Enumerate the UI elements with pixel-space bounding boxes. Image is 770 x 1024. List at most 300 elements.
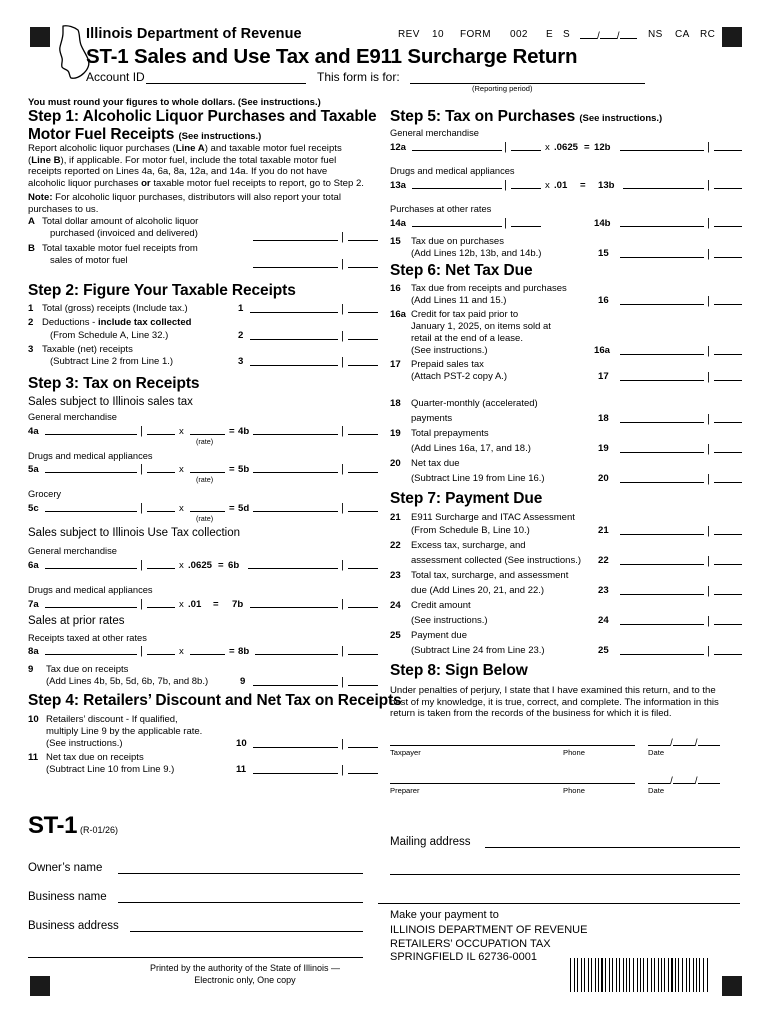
- line-6b-dollars-input[interactable]: [248, 568, 338, 569]
- mailing-address-input-line2[interactable]: [390, 874, 740, 875]
- line-12b-cents-input[interactable]: [714, 150, 742, 151]
- step3-sales-tax-subheading: Sales subject to Illinois sales tax: [28, 396, 193, 408]
- line-9-dollars-input[interactable]: [253, 685, 338, 686]
- date-fill-field[interactable]: / /: [580, 29, 637, 42]
- line-22-cents-input[interactable]: [714, 564, 742, 565]
- line-25-separator: |: [707, 645, 710, 657]
- line-25-dollars-input[interactable]: [620, 654, 704, 655]
- line-6a-cents-input[interactable]: [147, 568, 175, 569]
- line-21-separator: |: [707, 525, 710, 537]
- line-5-multiply-operator: x: [179, 464, 184, 475]
- step1-note: [28, 192, 380, 215]
- line-2-text-1: [42, 317, 191, 328]
- line-5d-number: 5d: [238, 503, 250, 514]
- line-5d-cents-input[interactable]: [348, 511, 378, 512]
- line-6-rate-value: .0625: [188, 560, 213, 571]
- line-18-number: 18: [390, 398, 401, 409]
- line-15-dollars-input[interactable]: [620, 257, 704, 258]
- s1-p2b: Line B: [31, 154, 61, 166]
- line-9-amt-label: 9: [240, 676, 246, 687]
- line-8b-cents-input[interactable]: [348, 654, 378, 655]
- s1-p4a: alcoholic liquor purchases: [28, 177, 142, 189]
- line-3-amt-label: 3: [238, 356, 244, 367]
- line-7b-dollars-input[interactable]: [250, 607, 338, 608]
- line-19-separator: |: [707, 443, 710, 455]
- line-B-dollars-input[interactable]: [253, 267, 338, 268]
- line-12a-dollars-input[interactable]: [412, 150, 502, 151]
- line-16a-text-4: (See instructions.): [411, 345, 488, 356]
- line-12-multiply-operator: x: [545, 142, 550, 153]
- rev-value: 10: [432, 29, 444, 40]
- line-11-dollars-input[interactable]: [253, 773, 338, 774]
- line-4b-number: 4b: [238, 426, 250, 437]
- mailing-address-input-line3[interactable]: [378, 903, 740, 904]
- line-13a-dollars-input[interactable]: [412, 188, 502, 189]
- line-16-text-2: (Add Lines 11 and 15.): [411, 295, 507, 306]
- line-20-separator: |: [707, 473, 710, 485]
- taxpayer-phone-caption: Phone: [563, 748, 585, 757]
- line-18-text-2: payments: [411, 413, 453, 424]
- business-address-input[interactable]: [130, 931, 363, 932]
- line-21-text-2: (From Schedule B, Line 10.): [411, 525, 530, 536]
- taxpayer-date-input[interactable]: / /: [648, 735, 720, 749]
- line-B-cents-input[interactable]: [348, 267, 378, 268]
- business-name-input[interactable]: [118, 902, 363, 903]
- line-1-number: 1: [28, 303, 34, 314]
- line-B-separator: |: [341, 258, 344, 270]
- line-16-number: 16: [390, 283, 401, 294]
- step1-heading: [28, 108, 378, 144]
- line-11-text-1: Net tax due on receipts: [46, 752, 144, 763]
- line-12b-number: 12b: [594, 142, 611, 153]
- line-16-cents-input[interactable]: [714, 304, 742, 305]
- line-16-separator: |: [707, 295, 710, 307]
- step6-heading: Step 6: Net Tax Due: [390, 262, 533, 279]
- line-5c-equals-operator: =: [229, 503, 235, 514]
- line-14a-cents-input[interactable]: [511, 226, 541, 227]
- line-13-equals-operator: =: [580, 180, 586, 191]
- form-title: ST-1 Sales and Use Tax and E911 Surcharge Return: [86, 45, 578, 68]
- line-17-cents-input[interactable]: [714, 380, 742, 381]
- line-10-dollars-input[interactable]: [253, 747, 338, 748]
- line-23-separator: |: [707, 585, 710, 597]
- line-22-number: 22: [390, 540, 401, 551]
- line-7a-separator: |: [140, 598, 143, 610]
- step5-general-merchandise-label: General merchandise: [390, 128, 479, 138]
- line-16a-amt-label: 16a: [594, 345, 611, 356]
- line-5c-multiply-operator: x: [179, 503, 184, 514]
- rev-label: REV: [398, 29, 420, 40]
- line-A-cents-input[interactable]: [348, 240, 378, 241]
- line-5-equals-operator: =: [229, 464, 235, 475]
- line-17-text-1: Prepaid sales tax: [411, 359, 484, 370]
- form-is-for-label: This form is for:: [317, 70, 400, 84]
- step1-heading-note: (See instructions.): [178, 131, 262, 142]
- business-address-label: Business address: [28, 920, 119, 932]
- line-13b-dollars-input[interactable]: [623, 188, 704, 189]
- line-18-separator: |: [707, 413, 710, 425]
- line-21-cents-input[interactable]: [714, 534, 742, 535]
- step3-grocery-label: Grocery: [28, 489, 62, 499]
- line-4-rate-caption: (rate): [196, 437, 214, 446]
- line-7b-number: 7b: [232, 599, 244, 610]
- line-3-text-1: Taxable (net) receipts: [42, 344, 133, 355]
- registration-mark-top-left: [30, 27, 50, 47]
- taxpayer-date-caption: Date: [648, 748, 665, 757]
- line-4a-number: 4a: [28, 426, 39, 437]
- line-10-text-1: Retailers’ discount - If qualified,: [46, 714, 178, 725]
- line-21-number: 21: [390, 512, 401, 523]
- business-name-label: Business name: [28, 891, 107, 903]
- line-4-rate-input[interactable]: [190, 434, 225, 435]
- line-25-text-2: (Subtract Line 24 from Line 23.): [411, 645, 545, 656]
- line-13a-cents-input[interactable]: [511, 188, 541, 189]
- payee-address: [390, 924, 587, 965]
- business-address-input-line2[interactable]: [28, 957, 363, 958]
- line-15-cents-input[interactable]: [714, 257, 742, 258]
- line-13b-separator: |: [707, 179, 710, 191]
- e-checkbox-label[interactable]: E: [546, 29, 554, 40]
- line-10-cents-input[interactable]: [348, 747, 378, 748]
- line-21-dollars-input[interactable]: [620, 534, 704, 535]
- line-2-text-2: (From Schedule A, Line 32.): [50, 330, 169, 341]
- line-22-amt-label: 22: [598, 555, 609, 566]
- line-5c-cents-input[interactable]: [147, 511, 175, 512]
- line-11-number: 11: [28, 752, 39, 763]
- payee-line-1: ILLINOIS DEPARTMENT OF REVENUE: [390, 924, 588, 936]
- form-number: 002: [510, 29, 528, 40]
- form-revision: (R-01/26): [80, 825, 119, 835]
- step3-prior-rates-subheading: Sales at prior rates: [28, 615, 125, 627]
- line-19-amt-label: 19: [598, 443, 609, 454]
- step5-other-rates-label: Purchases at other rates: [390, 204, 492, 214]
- line-23-text-1: Total tax, surcharge, and assessment: [411, 570, 569, 581]
- preparer-signature-input[interactable]: [390, 783, 635, 784]
- line-8a-cents-input[interactable]: [147, 654, 175, 655]
- line-15-text-2: (Add Lines 12b, 13b, and 14b.): [411, 248, 542, 259]
- line-3-cents-input[interactable]: [348, 365, 378, 366]
- s1-p1b: Line A: [175, 143, 205, 154]
- line-25-cents-input[interactable]: [714, 654, 742, 655]
- line-A-separator: |: [341, 231, 344, 243]
- line-5b-number: 5b: [238, 464, 250, 475]
- step3-drugs-2-label: Drugs and medical appliances: [28, 585, 153, 595]
- line-20-text-1: Net tax due: [411, 458, 460, 469]
- line-11-separator: |: [341, 764, 344, 776]
- s1-p1a: Report alcoholic liquor purchases (: [28, 143, 176, 154]
- line-10-text-3: (See instructions.): [46, 738, 123, 749]
- line-12a-cents-input[interactable]: [511, 150, 541, 151]
- line-7a-dollars-input[interactable]: [45, 607, 137, 608]
- line-16a-text-3: retail at the end of a lease.: [411, 333, 523, 344]
- line-3-text-2: (Subtract Line 2 from Line 1.): [50, 356, 174, 367]
- line-23-cents-input[interactable]: [714, 594, 742, 595]
- line-23-text-2: due (Add Lines 20, 21, and 22.): [411, 585, 545, 596]
- step4-heading: Step 4: Retailers’ Discount and Net Tax on Receipts: [28, 692, 402, 709]
- line-1-dollars-input[interactable]: [250, 312, 338, 313]
- line-21-amt-label: 21: [598, 525, 609, 536]
- line-19-dollars-input[interactable]: [620, 452, 704, 453]
- line-9-number: 9: [28, 664, 34, 675]
- owner-name-input[interactable]: [118, 873, 363, 874]
- line-2-text-1a: Deductions -: [42, 317, 98, 328]
- line-2-separator: |: [341, 330, 344, 342]
- line-5b-dollars-input[interactable]: [253, 472, 338, 473]
- line-5d-dollars-input[interactable]: [253, 511, 338, 512]
- line-13-rate-value: .01: [554, 180, 568, 191]
- s1-p2a: (: [28, 154, 32, 166]
- payee-line-3: SPRINGFIELD IL 62736-0001: [390, 951, 537, 963]
- line-17-text-2: (Attach PST-2 copy A.): [411, 371, 508, 382]
- rc-label[interactable]: RC: [700, 29, 716, 40]
- line-8-multiply-operator: x: [179, 646, 184, 657]
- line-22-separator: |: [707, 555, 710, 567]
- line-21-text-1: E911 Surcharge and ITAC Assessment: [411, 512, 575, 523]
- line-5a-number: 5a: [28, 464, 39, 475]
- line-22-text-1: Excess tax, surcharge, and: [411, 540, 526, 551]
- line-1-cents-input[interactable]: [348, 312, 378, 313]
- line-16a-number: 16a: [390, 309, 407, 320]
- step2-heading: Step 2: Figure Your Taxable Receipts: [28, 282, 296, 299]
- ns-label[interactable]: NS: [648, 29, 663, 40]
- line-6a-dollars-input[interactable]: [45, 568, 137, 569]
- line-8-rate-input[interactable]: [190, 654, 225, 655]
- line-19-cents-input[interactable]: [714, 452, 742, 453]
- line-22-dollars-input[interactable]: [620, 564, 704, 565]
- reporting-period-caption: (Reporting period): [472, 84, 533, 93]
- line-2-dollars-input[interactable]: [250, 339, 338, 340]
- step5-heading-note: (See instructions.): [579, 113, 663, 124]
- step5-heading-text: Step 5: Tax on Purchases: [390, 108, 576, 125]
- s1-note-text2: purchases to us.: [28, 203, 99, 215]
- agency-name: Illinois Department of Revenue: [86, 26, 302, 42]
- line-12b-separator: |: [707, 141, 710, 153]
- line-14b-cents-input[interactable]: [714, 226, 742, 227]
- line-2-number: 2: [28, 317, 34, 328]
- registration-mark-bottom-right: [722, 976, 742, 996]
- line-22-text-2: assessment collected (See instructions.): [411, 555, 582, 566]
- line-6-multiply-operator: x: [179, 560, 184, 571]
- line-24-text-1: Credit amount: [411, 600, 471, 611]
- form-label: FORM: [460, 29, 492, 40]
- line-B-text-2: sales of motor fuel: [50, 255, 128, 266]
- preparer-date-caption: Date: [648, 786, 665, 795]
- line-24-cents-input[interactable]: [714, 624, 742, 625]
- line-12b-dollars-input[interactable]: [620, 150, 704, 151]
- ca-label[interactable]: CA: [675, 29, 690, 40]
- line-18-cents-input[interactable]: [714, 422, 742, 423]
- line-18-dollars-input[interactable]: [620, 422, 704, 423]
- rounding-note: You must round your figures to whole dollars. (See instructions.): [28, 97, 321, 108]
- line-6a-separator: |: [140, 559, 143, 571]
- line-5a-dollars-input[interactable]: [45, 472, 137, 473]
- s1-p4c: taxable motor fuel receipts to report, go to Step 2.: [150, 177, 364, 189]
- s1-note-text: For alcoholic liquor purchases, distributors will also report your total: [52, 192, 341, 203]
- form-barcode: [570, 958, 710, 992]
- line-17-amt-label: 17: [598, 371, 609, 382]
- preparer-date-input[interactable]: / /: [648, 773, 720, 787]
- line-16a-text-2: January 1, 2025, on items sold at: [411, 321, 551, 332]
- line-6b-separator: |: [341, 559, 344, 571]
- line-5a-separator: |: [140, 463, 143, 475]
- step3-general-merchandise-2-label: General merchandise: [28, 546, 117, 556]
- line-20-cents-input[interactable]: [714, 482, 742, 483]
- make-payment-label: Make your payment to: [390, 909, 499, 921]
- line-16a-cents-input[interactable]: [714, 354, 742, 355]
- line-9-cents-input[interactable]: [348, 685, 378, 686]
- line-13a-separator: |: [504, 179, 507, 191]
- line-16a-dollars-input[interactable]: [620, 354, 704, 355]
- taxpayer-signature-input[interactable]: [390, 745, 635, 746]
- line-13a-number: 13a: [390, 180, 407, 191]
- line-8b-separator: |: [341, 645, 344, 657]
- step3-other-rates-label: Receipts taxed at other rates: [28, 633, 147, 643]
- line-23-dollars-input[interactable]: [620, 594, 704, 595]
- line-20-text-2: (Subtract Line 19 from Line 16.): [411, 473, 545, 484]
- line-17-separator: |: [707, 371, 710, 383]
- line-25-text-1: Payment due: [411, 630, 467, 641]
- step3-drugs-label: Drugs and medical appliances: [28, 451, 153, 461]
- line-7-multiply-operator: x: [179, 599, 184, 610]
- printed-line-2: Electronic only, One copy: [194, 975, 296, 985]
- line-A-dollars-input[interactable]: [253, 240, 338, 241]
- line-7a-cents-input[interactable]: [147, 607, 175, 608]
- line-17-dollars-input[interactable]: [620, 380, 704, 381]
- line-5c-separator: |: [140, 502, 143, 514]
- line-24-dollars-input[interactable]: [620, 624, 704, 625]
- line-B-text-1: Total taxable motor fuel receipts from: [42, 243, 198, 254]
- line-8a-separator: |: [140, 645, 143, 657]
- line-4-equals-operator: =: [229, 426, 235, 437]
- line-12a-number: 12a: [390, 142, 407, 153]
- line-13b-cents-input[interactable]: [714, 188, 742, 189]
- line-11-amt-label: 11: [236, 764, 247, 775]
- line-5c-rate-input[interactable]: [190, 511, 225, 512]
- line-13b-number: 13b: [598, 180, 615, 191]
- line-10-separator: |: [341, 738, 344, 750]
- line-15-amt-label: 15: [598, 248, 609, 259]
- line-12-equals-operator: =: [584, 142, 590, 153]
- line-8b-dollars-input[interactable]: [255, 654, 338, 655]
- line-1-separator: |: [341, 303, 344, 315]
- s1-p1c: ) and taxable motor fuel receipts: [204, 143, 342, 154]
- perjury-statement: [390, 685, 740, 720]
- line-8a-dollars-input[interactable]: [45, 654, 137, 655]
- registration-mark-top-right: [722, 27, 742, 47]
- line-25-number: 25: [390, 630, 401, 641]
- step3-use-tax-subheading: Sales subject to Illinois Use Tax collection: [28, 527, 241, 539]
- line-10-number: 10: [28, 714, 39, 725]
- payee-line-2: RETAILERS’ OCCUPATION TAX: [390, 937, 551, 950]
- line-10-amt-label: 10: [236, 738, 247, 749]
- line-5-rate-caption: (rate): [196, 475, 214, 484]
- preparer-phone-caption: Phone: [563, 786, 585, 795]
- line-5c-number: 5c: [28, 503, 39, 514]
- mailing-address-input[interactable]: [485, 847, 740, 848]
- step5-drugs-label: Drugs and medical appliances: [390, 166, 515, 176]
- print-authority-note: [120, 962, 370, 986]
- preparer-caption: Preparer: [390, 786, 420, 795]
- line-8-equals-operator: =: [229, 646, 235, 657]
- line-25-amt-label: 25: [598, 645, 609, 656]
- mailing-address-label: Mailing address: [390, 836, 471, 848]
- step7-heading: Step 7: Payment Due: [390, 490, 543, 507]
- s1-note-label: Note:: [28, 192, 53, 203]
- line-7a-number: 7a: [28, 599, 39, 610]
- line-1-text: Total (gross) receipts (Include tax.): [42, 303, 188, 314]
- line-6b-cents-input[interactable]: [348, 568, 378, 569]
- line-A-text-2: purchased (invoiced and delivered): [50, 228, 198, 239]
- line-4a-cents-input[interactable]: [147, 434, 175, 435]
- line-6-equals-operator: =: [218, 560, 224, 571]
- line-7-equals-operator: =: [213, 599, 219, 610]
- line-16a-text-1: Credit for tax paid prior to: [411, 309, 519, 320]
- line-5-rate-input[interactable]: [190, 472, 225, 473]
- line-17-number: 17: [390, 359, 401, 370]
- s-checkbox-label[interactable]: S: [563, 29, 571, 40]
- line-5a-cents-input[interactable]: [147, 472, 175, 473]
- s1-p3: receipts reported on Lines 4a, 6a, 8a, 12a, and 14a. If you do not have: [28, 166, 328, 178]
- line-20-amt-label: 20: [598, 473, 609, 484]
- line-14a-dollars-input[interactable]: [412, 226, 502, 227]
- line-19-number: 19: [390, 428, 401, 439]
- line-19-text-2: (Add Lines 16a, 17, and 18.): [411, 443, 531, 454]
- line-4a-dollars-input[interactable]: [45, 434, 137, 435]
- line-6a-number: 6a: [28, 560, 39, 571]
- step5-heading: [390, 108, 662, 126]
- step3-general-merchandise-label: General merchandise: [28, 412, 117, 422]
- line-11-cents-input[interactable]: [348, 773, 378, 774]
- line-14b-number: 14b: [594, 218, 611, 229]
- line-3-number: 3: [28, 344, 34, 355]
- line-20-number: 20: [390, 458, 401, 469]
- line-4b-cents-input[interactable]: [348, 434, 378, 435]
- line-16-dollars-input[interactable]: [620, 304, 704, 305]
- registration-mark-bottom-left: [30, 976, 50, 996]
- line-2-cents-input[interactable]: [348, 339, 378, 340]
- line-14b-separator: |: [707, 217, 710, 229]
- line-14a-separator: |: [504, 217, 507, 229]
- perjury-line-1: Under penalties of perjury, I state that I have examined this return, and to the: [390, 685, 716, 696]
- line-20-dollars-input[interactable]: [620, 482, 704, 483]
- account-id-label: Account ID: [86, 70, 145, 84]
- line-15-separator: |: [707, 248, 710, 260]
- line-24-amt-label: 24: [598, 615, 609, 626]
- step1-paragraph: [28, 143, 380, 189]
- line-15-text-1: Tax due on purchases: [411, 236, 504, 247]
- line-5c-rate-caption: (rate): [196, 514, 214, 523]
- line-3-dollars-input[interactable]: [250, 365, 338, 366]
- form-code-large: ST-1: [28, 812, 78, 839]
- line-4b-dollars-input[interactable]: [253, 434, 338, 435]
- line-8a-number: 8a: [28, 646, 39, 657]
- account-id-input[interactable]: [146, 83, 306, 84]
- step8-heading: Step 8: Sign Below: [390, 662, 528, 679]
- line-5c-dollars-input[interactable]: [45, 511, 137, 512]
- line-4a-separator: |: [140, 425, 143, 437]
- line-14b-dollars-input[interactable]: [620, 226, 704, 227]
- line-24-number: 24: [390, 600, 401, 611]
- line-7b-cents-input[interactable]: [348, 607, 378, 608]
- line-16-amt-label: 16: [598, 295, 609, 306]
- perjury-line-3: return is taken from the records of the business for which it is filed.: [390, 708, 672, 720]
- line-11-text-2: (Subtract Line 10 from Line 9.): [46, 764, 175, 775]
- line-9-text-2: (Add Lines 4b, 5b, 5d, 6b, 7b, and 8b.): [46, 676, 209, 687]
- line-6b-number: 6b: [228, 560, 240, 571]
- line-16a-separator: |: [707, 345, 710, 357]
- line-2-amt-label: 2: [238, 330, 244, 341]
- line-5b-cents-input[interactable]: [348, 472, 378, 473]
